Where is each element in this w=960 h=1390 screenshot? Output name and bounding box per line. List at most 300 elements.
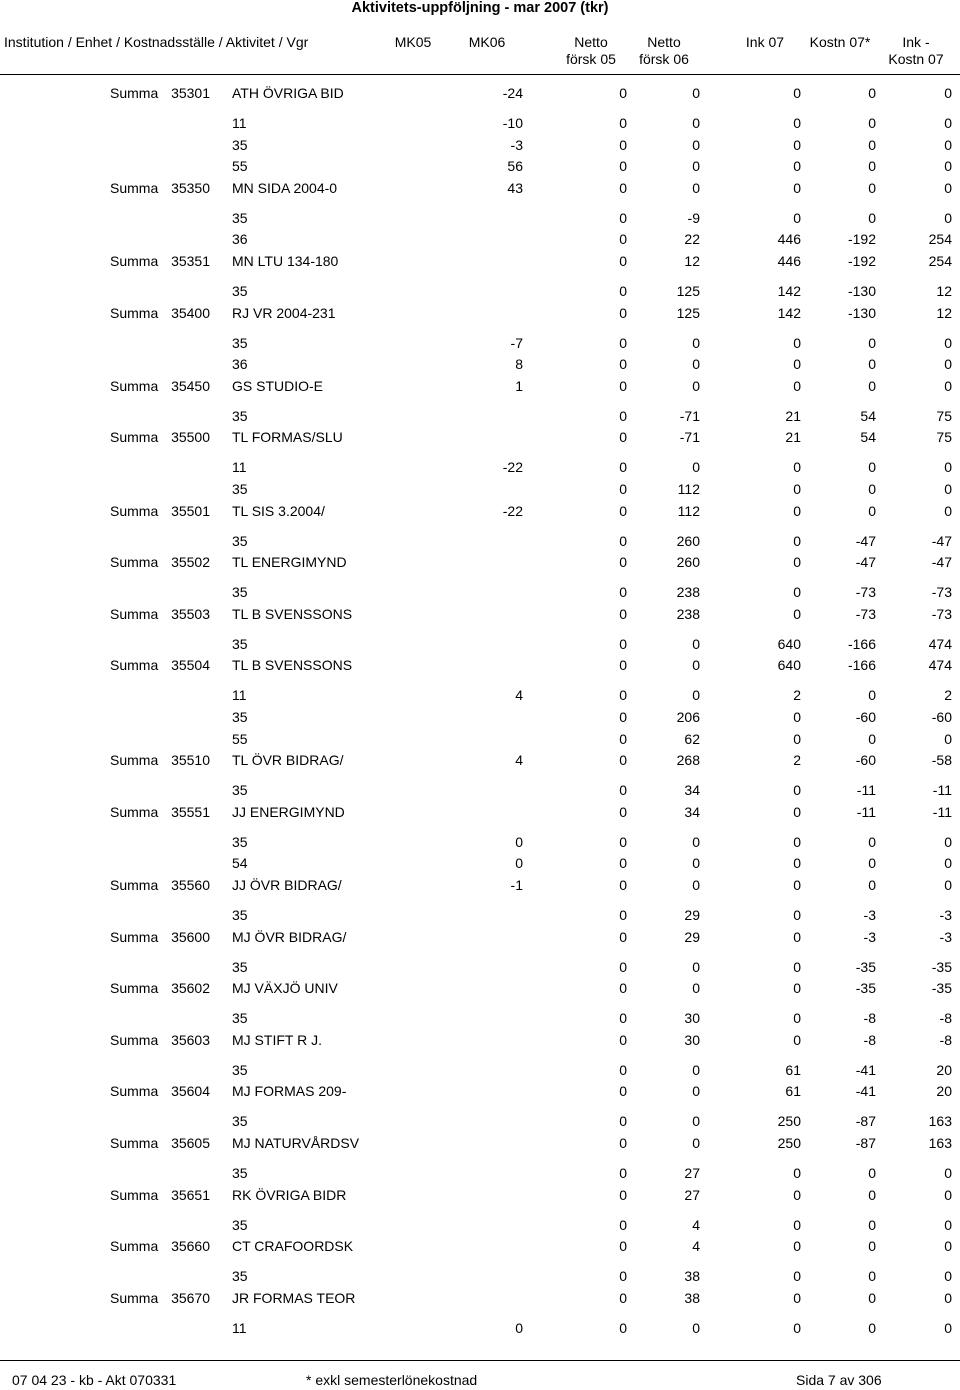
value-cell: 21 (785, 407, 801, 424)
value-cell: 0 (944, 1268, 952, 1285)
header-col-line1: Ink - (902, 34, 930, 50)
activity-code: 35600 (171, 928, 210, 945)
table-row (0, 854, 960, 872)
value-cell: 0 (692, 459, 700, 476)
value-cell: 0 (692, 1061, 700, 1078)
value-cell: 0 (793, 584, 801, 601)
table-row (0, 136, 960, 154)
vgr-code: 11 (232, 459, 247, 476)
value-cell: 0 (793, 730, 801, 747)
summary-row (0, 803, 960, 821)
value-cell: -35 (931, 980, 952, 997)
value-cell: 0 (868, 115, 876, 131)
activity-code: 35603 (171, 1031, 210, 1048)
vgr-code: 55 (232, 730, 248, 747)
value-cell: 61 (785, 1083, 801, 1100)
value-cell: 0 (793, 1268, 801, 1285)
table-row (0, 635, 960, 653)
value-cell: 38 (684, 1268, 700, 1285)
vgr-code: 35 (232, 407, 248, 424)
value-cell: -3 (939, 928, 952, 945)
activity-code: 35602 (171, 980, 210, 997)
activity-code: 35502 (171, 554, 210, 571)
page-footer (0, 1360, 960, 1390)
activity-code: 35504 (171, 657, 210, 674)
value-cell: 0 (619, 1268, 627, 1285)
value-cell: 75 (936, 407, 952, 424)
table-row (0, 708, 960, 726)
vgr-code: 35 (232, 833, 248, 850)
value-cell: 12 (936, 283, 952, 299)
value-cell: 0 (868, 1216, 876, 1233)
value-cell: 0 (793, 115, 801, 131)
value-cell: 474 (928, 657, 952, 674)
value-cell: 268 (676, 752, 700, 769)
value-cell: 0 (619, 554, 627, 571)
table-row (0, 583, 960, 601)
value-cell: 0 (619, 209, 627, 226)
summary-label: Summa (110, 1031, 159, 1048)
table-row (0, 407, 960, 425)
activity-name: TL B SVENSSONS (232, 605, 353, 622)
table-row (0, 1216, 960, 1234)
value-cell: 0 (793, 158, 801, 175)
value-cell: -35 (931, 958, 952, 975)
value-cell: 27 (684, 1186, 700, 1203)
summary-label: Summa (110, 980, 159, 997)
value-cell: 0 (868, 833, 876, 850)
value-cell: 0 (692, 136, 700, 153)
value-cell: 0 (868, 136, 876, 153)
value-cell: 0 (619, 407, 627, 424)
table-row (0, 230, 960, 248)
value-cell: 0 (619, 377, 627, 394)
vgr-code: 36 (232, 356, 248, 373)
value-cell: 0 (619, 459, 627, 476)
value-cell: 0 (793, 833, 801, 850)
value-cell: 0 (692, 115, 700, 131)
value-cell: -71 (679, 429, 700, 446)
vgr-code: 55 (232, 158, 248, 175)
value-cell: -11 (932, 782, 952, 799)
value-cell: 30 (684, 1010, 700, 1027)
value-cell: 0 (619, 1186, 627, 1203)
value-cell: 0 (944, 833, 952, 850)
value-cell: 260 (676, 554, 700, 571)
value-cell: 0 (793, 1010, 801, 1027)
activity-name: MJ NATURVÅRDSV (232, 1135, 360, 1151)
vgr-code: 35 (232, 481, 248, 497)
table-row (0, 686, 960, 704)
value-cell: 446 (777, 231, 801, 248)
activity-code: 35560 (171, 877, 210, 893)
value-cell: 254 (928, 231, 952, 248)
summary-label: Summa (110, 1135, 159, 1151)
value-cell: 0 (515, 833, 523, 850)
value-cell: 0 (692, 1113, 700, 1130)
summary-label: Summa (110, 429, 159, 446)
value-cell: 0 (619, 481, 627, 497)
value-cell: 142 (777, 304, 801, 321)
value-cell: 0 (868, 1268, 876, 1285)
value-cell: 0 (793, 532, 801, 549)
summary-row (0, 656, 960, 674)
value-cell: 0 (868, 356, 876, 373)
value-cell: 0 (944, 1289, 952, 1306)
value-cell: 0 (619, 687, 627, 704)
value-cell: 0 (944, 855, 952, 872)
value-cell: 0 (944, 85, 952, 101)
activity-code: 35605 (171, 1135, 210, 1151)
table-row (0, 458, 960, 476)
summary-row (0, 605, 960, 623)
value-cell: 4 (515, 687, 523, 704)
activity-code: 35510 (171, 752, 210, 769)
vgr-code: 35 (232, 1268, 248, 1285)
vgr-code: 35 (232, 709, 248, 725)
value-cell: 75 (936, 429, 952, 446)
value-cell: 0 (944, 1216, 952, 1233)
header-col-1 (447, 34, 527, 51)
value-cell: -22 (502, 459, 523, 476)
value-cell: 0 (793, 928, 801, 945)
table-row (0, 1267, 960, 1285)
value-cell: 0 (793, 459, 801, 476)
value-cell: 0 (619, 1031, 627, 1048)
value-cell: 2 (793, 687, 801, 704)
value-cell: 0 (692, 356, 700, 373)
value-cell: 12 (684, 253, 700, 269)
value-cell: 4 (515, 752, 523, 769)
header-col-line2: Kostn 07 (888, 51, 944, 67)
activity-name: TL ÖVR BIDRAG/ (232, 752, 344, 769)
vgr-code: 35 (232, 532, 248, 549)
value-cell: 0 (944, 1186, 952, 1203)
value-cell: 0 (868, 1186, 876, 1203)
value-cell: 38 (684, 1289, 700, 1306)
footer-page-number: Sida 7 av 306 (796, 1372, 882, 1388)
value-cell: 0 (944, 356, 952, 373)
value-cell: 0 (619, 304, 627, 321)
value-cell: 0 (944, 334, 952, 351)
value-cell: 0 (692, 158, 700, 175)
value-cell: 0 (944, 877, 952, 893)
table-row (0, 282, 960, 300)
summary-row (0, 502, 960, 520)
value-cell: 0 (515, 855, 523, 872)
value-cell: 0 (692, 877, 700, 893)
header-col-line1: Netto (574, 34, 608, 50)
vgr-code: 35 (232, 334, 248, 351)
value-cell: 0 (619, 782, 627, 799)
value-cell: 54 (860, 407, 876, 424)
value-cell: 0 (944, 1238, 952, 1255)
vgr-code: 54 (232, 855, 248, 872)
value-cell: 0 (793, 855, 801, 872)
value-cell: 0 (944, 377, 952, 394)
summary-label: Summa (110, 253, 159, 269)
header-col-line1: Netto (647, 34, 681, 50)
header-col-line1: MK06 (468, 34, 506, 50)
summary-label: Summa (110, 304, 159, 321)
value-cell: 0 (793, 334, 801, 351)
value-cell: 0 (793, 709, 801, 725)
table-row (0, 781, 960, 799)
header-col-0 (373, 34, 453, 51)
value-cell: -60 (931, 709, 952, 725)
value-cell: -24 (502, 85, 523, 101)
summary-label: Summa (110, 1186, 159, 1203)
value-cell: 0 (868, 158, 876, 175)
value-cell: -47 (855, 554, 876, 571)
value-cell: 0 (868, 377, 876, 394)
activity-name: TL SIS 3.2004/ (232, 502, 325, 519)
value-cell: 0 (868, 179, 876, 196)
activity-code: 35604 (171, 1083, 210, 1100)
value-cell: 0 (692, 179, 700, 196)
table-row (0, 157, 960, 175)
summary-label: Summa (110, 1083, 159, 1100)
table-row (0, 114, 960, 132)
value-cell: 0 (692, 377, 700, 394)
activity-code: 35503 (171, 605, 210, 622)
vgr-code: 35 (232, 1010, 248, 1027)
summary-label: Summa (110, 803, 159, 820)
value-cell: 0 (868, 1238, 876, 1255)
activity-code: 35500 (171, 429, 210, 446)
value-cell: 0 (793, 980, 801, 997)
activity-code: 35301 (171, 85, 210, 101)
summary-row (0, 377, 960, 395)
value-cell: 0 (793, 356, 801, 373)
value-cell: -71 (679, 407, 700, 424)
activity-name: TL FORMAS/SLU (232, 429, 343, 446)
summary-label: Summa (110, 1238, 159, 1255)
value-cell: 2 (793, 752, 801, 769)
value-cell: 20 (936, 1061, 952, 1078)
value-cell: 163 (928, 1135, 952, 1151)
value-cell: 0 (619, 231, 627, 248)
value-cell: 142 (777, 283, 801, 299)
table-row (0, 958, 960, 976)
summary-row (0, 304, 960, 322)
value-cell: 0 (868, 730, 876, 747)
activity-code: 35651 (171, 1186, 210, 1203)
value-cell: 0 (793, 1238, 801, 1255)
value-cell: 125 (676, 283, 700, 299)
value-cell: 0 (868, 502, 876, 519)
summary-row (0, 979, 960, 997)
value-cell: 4 (692, 1238, 700, 1255)
value-cell: 0 (619, 1238, 627, 1255)
value-cell: 0 (619, 730, 627, 747)
activity-name: MN SIDA 2004-0 (232, 179, 338, 196)
value-cell: 0 (619, 253, 627, 269)
table-row (0, 1112, 960, 1130)
value-cell: 0 (868, 855, 876, 872)
value-cell: 238 (676, 584, 700, 601)
header-col-5 (800, 34, 880, 51)
table-row (0, 1164, 960, 1182)
summary-row (0, 876, 960, 894)
value-cell: -166 (847, 657, 876, 674)
value-cell: 250 (777, 1113, 801, 1130)
summary-label: Summa (110, 605, 159, 622)
value-cell: -73 (931, 584, 952, 601)
activity-name: ATH ÖVRIGA BID (232, 85, 344, 101)
value-cell: 206 (676, 709, 700, 725)
value-cell: 0 (868, 1319, 876, 1336)
header-col-4 (725, 34, 805, 51)
value-cell: 0 (619, 1061, 627, 1078)
value-cell: 0 (944, 158, 952, 175)
value-cell: -130 (847, 283, 876, 299)
value-cell: 163 (928, 1113, 952, 1130)
value-cell: -73 (855, 584, 876, 601)
value-cell: 0 (692, 687, 700, 704)
activity-name: TL ENERGIMYND (232, 554, 347, 571)
value-cell: 0 (619, 356, 627, 373)
vgr-code: 11 (232, 687, 247, 704)
value-cell: 0 (619, 429, 627, 446)
value-cell: 0 (944, 730, 952, 747)
vgr-code: 35 (232, 584, 248, 601)
value-cell: 0 (793, 907, 801, 923)
header-col-6 (876, 34, 956, 68)
value-cell: 34 (684, 782, 700, 799)
value-cell: 0 (793, 85, 801, 101)
value-cell: 0 (793, 1031, 801, 1048)
value-cell: -47 (931, 554, 952, 571)
value-cell: 0 (793, 481, 801, 497)
table-row (0, 1009, 960, 1027)
value-cell: -87 (855, 1113, 876, 1130)
vgr-code: 35 (232, 1061, 248, 1078)
value-cell: 0 (619, 283, 627, 299)
value-cell: 0 (793, 554, 801, 571)
activity-code: 35350 (171, 179, 210, 196)
value-cell: 0 (793, 1216, 801, 1233)
value-cell: -60 (855, 752, 876, 769)
value-cell: 0 (619, 907, 627, 923)
value-cell: 0 (868, 687, 876, 704)
summary-row (0, 252, 960, 270)
value-cell: -1 (510, 877, 523, 893)
value-cell: 0 (619, 1113, 627, 1130)
value-cell: -35 (855, 958, 876, 975)
vgr-code: 11 (232, 115, 247, 131)
value-cell: 0 (619, 532, 627, 549)
value-cell: -11 (856, 803, 876, 820)
value-cell: 29 (684, 907, 700, 923)
value-cell: 0 (868, 459, 876, 476)
value-cell: 0 (944, 209, 952, 226)
summary-row (0, 179, 960, 197)
value-cell: 0 (692, 1135, 700, 1151)
value-cell: -41 (855, 1083, 876, 1100)
value-cell: 1 (515, 377, 523, 394)
value-cell: -41 (855, 1061, 876, 1078)
value-cell: 4 (692, 1216, 700, 1233)
value-cell: -47 (931, 532, 952, 549)
value-cell: 0 (793, 179, 801, 196)
value-cell: 0 (619, 1319, 627, 1336)
summary-row (0, 1237, 960, 1255)
vgr-code: 36 (232, 231, 248, 248)
value-cell: 0 (619, 877, 627, 893)
value-cell: -11 (856, 782, 876, 799)
value-cell: -22 (502, 502, 523, 519)
table-row (0, 1061, 960, 1079)
table-row (0, 209, 960, 227)
value-cell: 20 (936, 1083, 952, 1100)
value-cell: 0 (619, 1216, 627, 1233)
activity-name: RK ÖVRIGA BIDR (232, 1186, 347, 1203)
value-cell: 112 (677, 481, 700, 497)
column-header (0, 34, 960, 75)
value-cell: -73 (931, 605, 952, 622)
value-cell: 0 (619, 1165, 627, 1181)
value-cell: 0 (793, 136, 801, 153)
activity-name: MJ STIFT R J. (232, 1031, 322, 1048)
value-cell: 0 (868, 85, 876, 101)
header-col-3 (624, 34, 704, 68)
activity-code: 35501 (171, 502, 210, 519)
vgr-code: 35 (232, 782, 248, 799)
vgr-code: 35 (232, 283, 248, 299)
summary-label: Summa (110, 377, 159, 394)
value-cell: 125 (676, 304, 700, 321)
vgr-code: 35 (232, 635, 248, 652)
table-row (0, 355, 960, 373)
value-cell: 0 (944, 115, 952, 131)
value-cell: 21 (785, 429, 801, 446)
value-cell: 0 (619, 584, 627, 601)
value-cell: -7 (510, 334, 523, 351)
value-cell: 0 (692, 855, 700, 872)
value-cell: -3 (863, 928, 876, 945)
table-row (0, 833, 960, 851)
summary-row (0, 1134, 960, 1152)
value-cell: 0 (619, 1010, 627, 1027)
table-row (0, 1319, 960, 1337)
summary-row (0, 751, 960, 769)
value-cell: 260 (676, 532, 700, 549)
activity-code: 35670 (171, 1289, 210, 1306)
activity-name: JJ ÖVR BIDRAG/ (232, 877, 342, 893)
vgr-code: 35 (232, 1165, 248, 1181)
value-cell: 0 (793, 605, 801, 622)
value-cell: 0 (868, 1165, 876, 1181)
value-cell: 0 (793, 377, 801, 394)
vgr-code: 35 (232, 907, 248, 923)
header-col-line2: försk 06 (639, 51, 689, 67)
header-col-2 (551, 34, 631, 68)
summary-row (0, 1031, 960, 1049)
value-cell: 0 (692, 85, 700, 101)
summary-row (0, 428, 960, 446)
value-cell: -47 (855, 532, 876, 549)
activity-name: JR FORMAS TEOR (232, 1289, 356, 1306)
footer-print-info: 07 04 23 - kb - Akt 070331 (12, 1372, 177, 1388)
value-cell: 0 (619, 752, 627, 769)
vgr-code: 11 (232, 1319, 247, 1336)
summary-label: Summa (110, 1289, 159, 1306)
vgr-code: 35 (232, 1216, 248, 1233)
header-hierarchy-label: Institution / Enhet / Kostnadsställe / Aktivitet / Vgr (4, 34, 309, 50)
value-cell: 0 (793, 803, 801, 820)
activity-name: MJ FORMAS 209- (232, 1083, 347, 1100)
